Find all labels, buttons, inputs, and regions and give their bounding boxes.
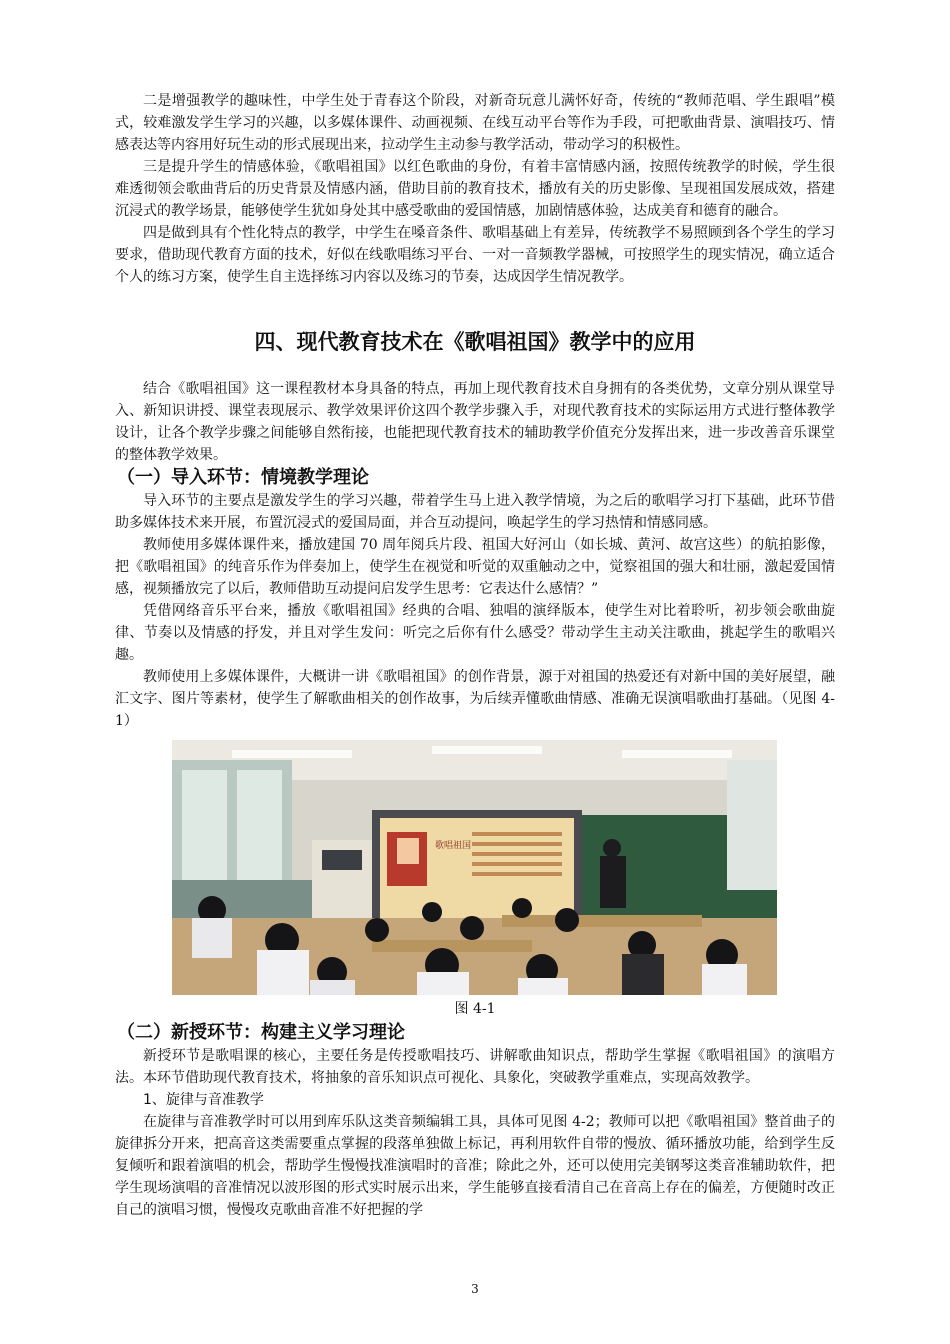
paragraph: 四是做到具有个性化特点的教学，中学生在嗓音条件、歌唱基础上有差异，传统教学不易照顾到各个学生的学习要求，借助现代教育方面的技术，好似在线歌唱练习平台、一对一音频教学器械，可按照学生的现实情况，确立适合个人的练习方案，使学生自主选择练习内容以及练习的节奏，达成因学生情况教学。	[115, 225, 835, 285]
paragraph: 教师使用多媒体课件来，播放建国 70 周年阅兵片段、祖国大好河山（如长城、黄河、故宫这些）的航拍影像，把《歌唱祖国》的纯音乐作为伴奏加上，使学生在视觉和听觉的双重触动之中，觉察祖国的强大和壮丽，激起爱国情感，视频播放完了以后，教师借助互动提问启发学生思考：它表达什么感情？”	[115, 537, 835, 597]
paragraph: 新授环节是歌唱课的核心，主要任务是传授歌唱技巧、讲解歌曲知识点，帮助学生掌握《歌唱祖国》的演唱方法。本环节借助现代教育技术，将抽象的音乐知识点可视化、具象化，突破教学重难点，实现高效教学。	[115, 1048, 835, 1086]
slide-title-text: 歌唱祖国	[435, 841, 472, 851]
subsection-heading-new-teaching: （二）新授环节：构建主义学习理论	[117, 1022, 405, 1043]
classroom-photo-illustration	[172, 740, 777, 995]
paragraph: 在旋律与音准教学时可以用到库乐队这类音频编辑工具，具体可见图 4-2；教师可以把《歌唱祖国》整首曲子的旋律拆分开来，把高音这类需要重点掌握的段落单独做上标记，再利用软件自带的慢放、循环播放功能，给到学生反复倾听和跟着演唱的机会，帮助学生慢慢找准演唱时的音准；除此之外，还可以使用完美钢琴这类音准辅助软件，把学生现场演唱的音准情况以波形图的形式实时展示出来，学生能够直接看清自己在音高上存在的偏差，方便随时改正自己的演唱习惯，慢慢攻克歌曲音准不好把握的学	[115, 1114, 835, 1218]
page-content	[115, 90, 835, 1221]
section-heading: 四、现代教育技术在《歌唱祖国》教学中的应用	[254, 330, 696, 354]
paragraph: 二是增强教学的趣味性，中学生处于青春这个阶段，对新奇玩意儿满怀好奇，传统的“教师范唱、学生跟唱”模式，较难激发学生学习的兴趣，以多媒体课件、动画视频、在线互动平台等作为手段，可把歌曲背景、演唱技巧、情感表达等内容用好玩生动的形式展现出来，拉动学生主动参与教学活动，带动学习的积极性。	[115, 93, 835, 153]
classroom-photo	[172, 740, 777, 995]
section-intro-paragraph: 结合《歌唱祖国》这一课程教材本身具备的特点，再加上现代教育技术自身拥有的各类优势，文章分别从课堂导入、新知识讲授、课堂表现展示、教学效果评价这四个教学步骤入手，对现代教育技术的实际运用方式进行整体教学设计，让各个教学步骤之间能够自然衔接，也能把现代教育技术的辅助教学价值充分发挥出来，进一步改善音乐课堂的整体教学效果。	[115, 381, 835, 463]
paragraph: 教师使用上多媒体课件，大概讲一讲《歌唱祖国》的创作背景，源于对祖国的热爱还有对新中国的美好展望，融汇文字、图片等素材，使学生了解歌曲相关的创作故事，为后续弄懂歌曲情感、准确无误演唱歌曲打基础。（见图 4-1）	[115, 669, 835, 729]
paragraph: 导入环节的主要点是激发学生的学习兴趣，带着学生马上进入教学情境，为之后的歌唱学习打下基础，此环节借助多媒体技术来开展，布置沉浸式的爱国局面，并合互动提问，唤起学生的学习热情和情感同感。	[115, 493, 835, 531]
figure-caption: 图 4-1	[454, 1001, 496, 1017]
figure-4-1	[115, 740, 835, 1019]
paragraph: 三是提升学生的情感体验，《歌唱祖国》以红色歌曲的身份，有着丰富情感内涵，按照传统教学的时候，学生很难透彻领会歌曲背后的历史背景及情感内涵，借助目前的教育技术，播放有关的历史影像、呈现祖国发展成效，搭建沉浸式的教学场景，能够使学生犹如身处其中感受歌曲的爱国情感，加剧情感体验，达成美育和德育的融合。	[115, 159, 835, 219]
paragraph: 凭借网络音乐平台来，播放《歌唱祖国》经典的合唱、独唱的演绎版本，使学生对比着聆听，初步领会歌曲旋律、节奏以及情感的抒发，并且对学生发问：听完之后你有什么感受？带动学生主动关注歌曲，挑起学生的歌唱兴趣。	[115, 603, 835, 663]
item-heading: 1、旋律与音准教学	[143, 1092, 264, 1108]
subsection-heading-intro: （一）导入环节：情境教学理论	[117, 467, 369, 488]
page-number: 3	[471, 1282, 479, 1296]
